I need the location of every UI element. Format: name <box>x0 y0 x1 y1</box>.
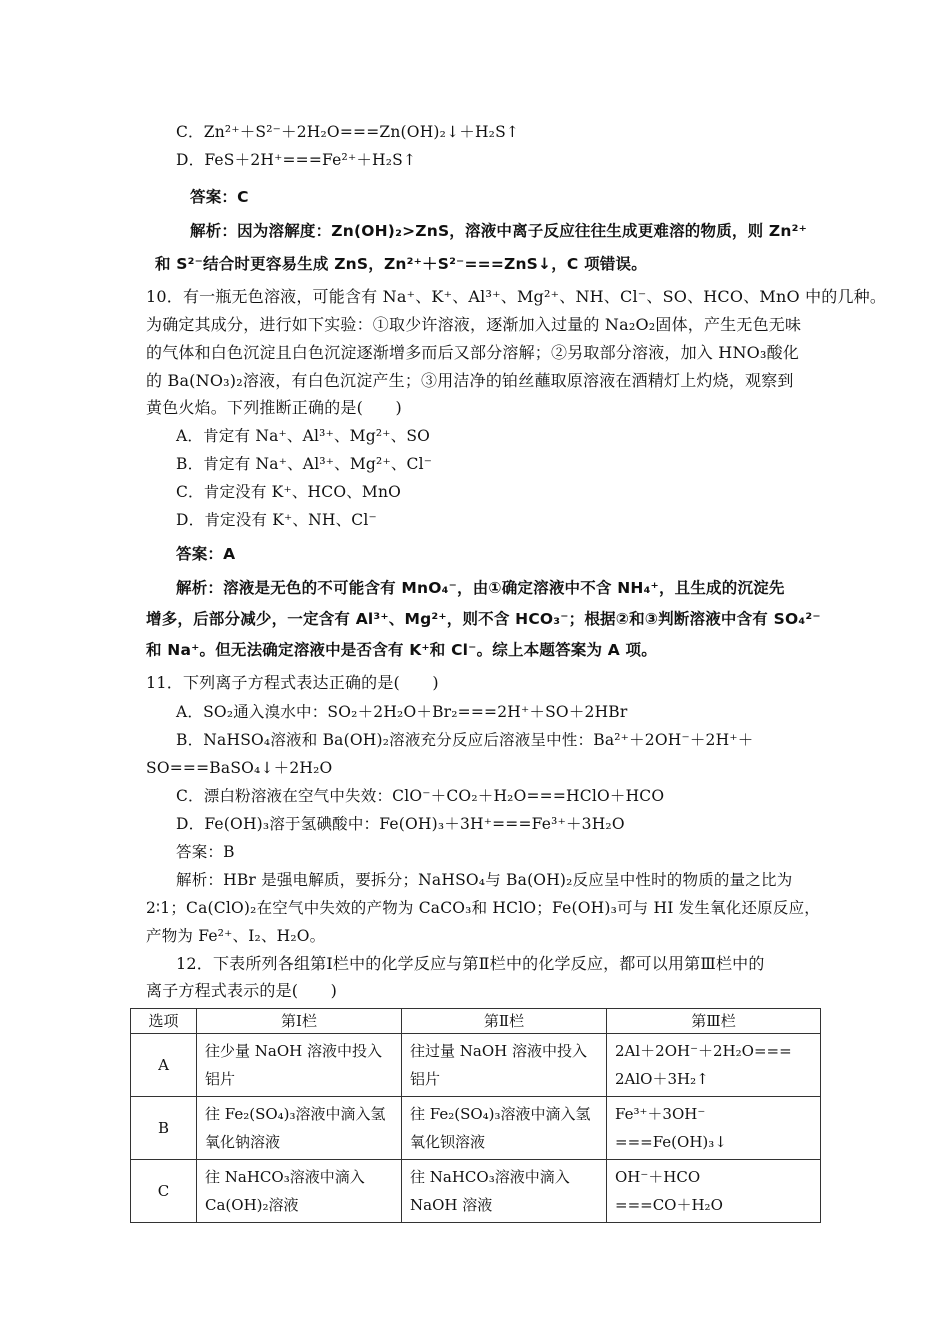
q11-analysis-line-1: 解析：HBr 是强电解质，要拆分；NaHSO₄与 Ba(OH)₂反应呈中性时的物质的量之比为 <box>176 871 793 889</box>
q10-option-c: C．肯定没有 K⁺、HCO、MnO <box>176 483 402 501</box>
cell-line: 氧化钡溶液 <box>410 1133 486 1151</box>
q10-analysis-line-1: 解析：溶液是无色的不可能含有 MnO₄⁻，由①确定溶液中不含 NH₄⁺，且生成的沉淀先 <box>176 579 785 597</box>
cell-line: 往 NaHCO₃溶液中滴入 <box>410 1168 570 1186</box>
cell-line: OH⁻＋HCO <box>615 1168 701 1186</box>
q11-option-b-line-1: B．NaHSO₄溶液和 Ba(OH)₂溶液充分反应后溶液呈中性：Ba²⁺＋2OH⁻＋2H⁺＋ <box>176 731 754 749</box>
q12-table <box>130 1008 821 1223</box>
cell-line: 往少量 NaOH 溶液中投入 <box>205 1042 382 1060</box>
q10-stem-line-3: 的气体和白色沉淀且白色沉淀逐渐增多而后又部分溶解；②另取部分溶液，加入 HNO₃酸化 <box>146 343 799 362</box>
table-row <box>131 1160 821 1223</box>
q9-analysis-line-1: 解析：因为溶解度：Zn(OH)₂>ZnS，溶液中离子反应往往生成更难溶的物质，则 Zn²⁺ <box>190 222 807 240</box>
q11-option-b-line-2: SO===BaSO₄↓＋2H₂O <box>146 759 333 777</box>
cell-line: 铝片 <box>410 1070 441 1088</box>
q11-analysis-line-3: 产物为 Fe²⁺、I₂、H₂O。 <box>146 927 326 945</box>
cell-line: 2Al＋2OH⁻＋2H₂O=== <box>615 1042 792 1060</box>
table-cell-option: C <box>131 1160 197 1223</box>
q11-stem: 11．下列离子方程式表达正确的是( ) <box>146 673 439 692</box>
table-cell <box>607 1097 821 1160</box>
q10-stem-line-4: 的 Ba(NO₃)₂溶液，有白色沉淀产生；③用洁净的铂丝蘸取原溶液在酒精灯上灼烧，观察到 <box>146 371 794 390</box>
q10-option-b: B．肯定有 Na⁺、Al³⁺、Mg²⁺、Cl⁻ <box>176 455 433 473</box>
table-cell <box>197 1160 402 1223</box>
cell-line: 往 NaHCO₃溶液中滴入 <box>205 1168 365 1186</box>
q11-option-c: C．漂白粉溶液在空气中失效：ClO⁻＋CO₂＋H₂O===HClO＋HCO <box>176 787 665 805</box>
cell-line: NaOH 溶液 <box>410 1196 493 1214</box>
cell-line: 氧化钠溶液 <box>205 1133 281 1151</box>
cell-line: Ca(OH)₂溶液 <box>205 1196 299 1214</box>
table-header-cell: 第Ⅱ栏 <box>402 1009 607 1034</box>
q10-analysis-line-2: 增多，后部分减少，一定含有 Al³⁺、Mg²⁺，则不含 HCO₃⁻；根据②和③判断溶液中含有 SO₄²⁻ <box>146 610 821 628</box>
q10-answer: 答案：A <box>176 545 236 563</box>
cell-line: ===CO＋H₂O <box>615 1196 723 1214</box>
table-cell <box>197 1097 402 1160</box>
table-cell <box>402 1034 607 1097</box>
table-cell-option: B <box>131 1097 197 1160</box>
table-row <box>131 1034 821 1097</box>
q10-option-d: D．肯定没有 K⁺、NH、Cl⁻ <box>176 511 377 529</box>
q9-answer: 答案：C <box>190 188 249 206</box>
table-header-cell: 第Ⅰ栏 <box>197 1009 402 1034</box>
cell-line: 铝片 <box>205 1070 236 1088</box>
q11-option-a: A．SO₂通入溴水中：SO₂＋2H₂O＋Br₂===2H⁺＋SO＋2HBr <box>176 703 628 721</box>
q9-option-d: D．FeS＋2H⁺===Fe²⁺＋H₂S↑ <box>176 151 417 169</box>
q10-stem-line-5: 黄色火焰。下列推断正确的是( ) <box>146 398 402 417</box>
table-row <box>131 1097 821 1160</box>
q10-option-a: A．肯定有 Na⁺、Al³⁺、Mg²⁺、SO <box>176 427 431 445</box>
q11-analysis-line-2: 2∶1；Ca(ClO)₂在空气中失效的产物为 CaCO₃和 HClO；Fe(OH)₃可与 HI 发生氧化还原反应， <box>146 899 820 917</box>
cell-line: ===Fe(OH)₃↓ <box>615 1133 727 1151</box>
cell-line: 往 Fe₂(SO₄)₃溶液中滴入氢 <box>410 1105 591 1123</box>
table-header-cell: 第Ⅲ栏 <box>607 1009 821 1034</box>
table-cell-option: A <box>131 1034 197 1097</box>
q12-stem-line-1: 12．下表所列各组第Ⅰ栏中的化学反应与第Ⅱ栏中的化学反应，都可以用第Ⅲ栏中的 <box>176 954 765 973</box>
table-cell <box>607 1034 821 1097</box>
q9-analysis-line-2: 和 S²⁻结合时更容易生成 ZnS，Zn²⁺＋S²⁻===ZnS↓，C 项错误。 <box>155 255 647 273</box>
q10-stem-line-1: 10．有一瓶无色溶液，可能含有 Na⁺、K⁺、Al³⁺、Mg²⁺、NH、Cl⁻、SO、HCO、MnO 中的几种。 <box>146 287 887 306</box>
cell-line: 往过量 NaOH 溶液中投入 <box>410 1042 587 1060</box>
q12-stem-line-2: 离子方程式表示的是( ) <box>146 981 338 1000</box>
table-cell <box>197 1034 402 1097</box>
cell-line: 往 Fe₂(SO₄)₃溶液中滴入氢 <box>205 1105 386 1123</box>
q9-option-c: C．Zn²⁺＋S²⁻＋2H₂O===Zn(OH)₂↓＋H₂S↑ <box>176 123 520 141</box>
q10-analysis-line-3: 和 Na⁺。但无法确定溶液中是否含有 K⁺和 Cl⁻。综上本题答案为 A 项。 <box>146 641 657 659</box>
q11-option-d: D．Fe(OH)₃溶于氢碘酸中：Fe(OH)₃＋3H⁺===Fe³⁺＋3H₂O <box>176 815 625 833</box>
table-cell <box>402 1097 607 1160</box>
table-header-cell: 选项 <box>131 1009 197 1034</box>
q10-stem-line-2: 为确定其成分，进行如下实验：①取少许溶液，逐渐加入过量的 Na₂O₂固体，产生无色无味 <box>146 315 802 334</box>
table-header-row <box>131 1009 821 1034</box>
cell-line: 2AlO＋3H₂↑ <box>615 1070 709 1088</box>
cell-line: Fe³⁺＋3OH⁻ <box>615 1105 706 1123</box>
table-cell <box>402 1160 607 1223</box>
q11-answer: 答案：B <box>176 843 235 861</box>
table-cell <box>607 1160 821 1223</box>
